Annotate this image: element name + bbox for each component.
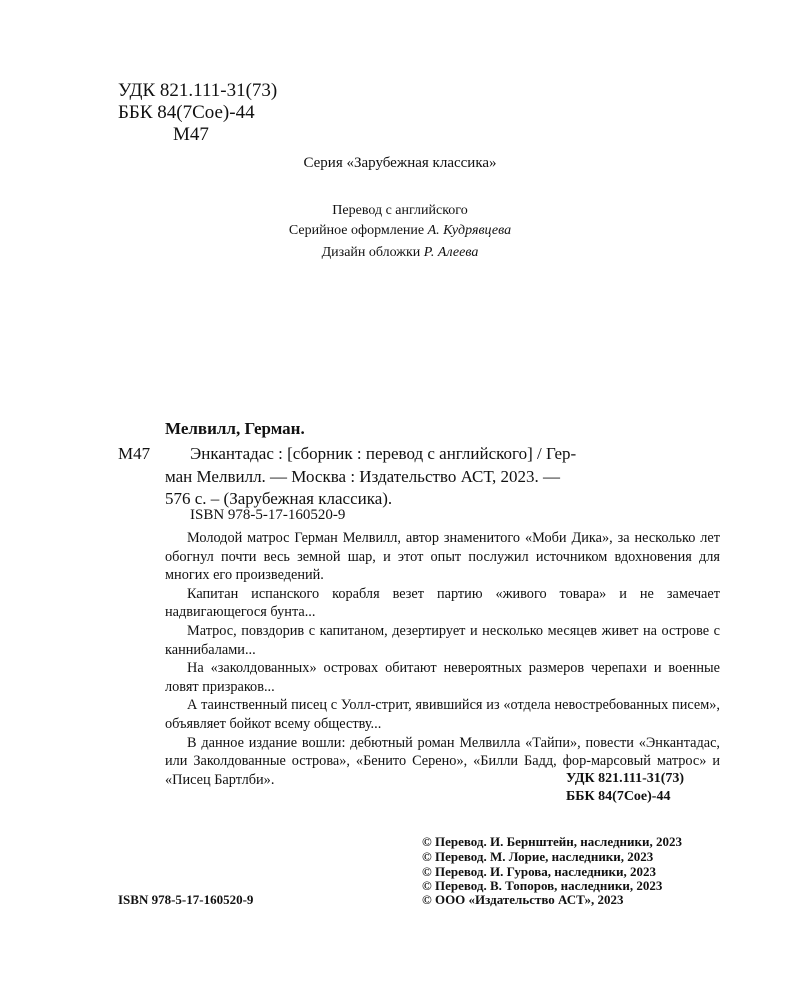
copyright-line: © Перевод. В. Топоров, наследники, 2023: [422, 878, 663, 893]
copyright-line: © Перевод. М. Лорие, наследники, 2023: [422, 849, 654, 864]
udk-code: УДК 821.111-31(73): [118, 80, 278, 101]
annotation-paragraph: А таинственный писец с Уолл-стрит, явившийся из «отдела невостребованных писем», объявляет бойкот всему обществу...: [165, 697, 720, 732]
footer-isbn: ISBN 978-5-17-160520-9: [118, 892, 254, 907]
annotation-paragraph: Капитан испанского корабля везет партию «живого товара» и не замечает надвигающегося бунта...: [165, 585, 720, 621]
series-design-name: А. Кудрявцева: [427, 223, 512, 238]
annotation-paragraph: Матрос, повздорив с капитаном, дезертирует и несколько месяцев живет на острове с каннибалами...: [165, 622, 720, 658]
cover-design-name: Р. Алеева: [423, 245, 479, 260]
cover-design-label: Дизайн обложки: [321, 245, 424, 260]
annotation-paragraph: В данное издание вошли: дебютный роман Мелвилла «Тайпи», повести «Энкантадас, или Заколдованные острова», «Бенито Серено», «Билли Бадд, фор-марсовый матрос» и «Писец Бартлби».: [165, 734, 720, 788]
series-title: Серия «Зарубежная классика»: [303, 155, 497, 171]
annotation-paragraph: На «заколдованных» островах обитают невероятных размеров черепахи и военные ловят призраков...: [165, 660, 720, 695]
bbk-code: ББК 84(7Сое)-44: [118, 102, 255, 123]
cover-design-credit: [0, 242, 800, 264]
copyright-line: © Перевод. И. Бернштейн, наследники, 2023: [422, 834, 682, 849]
annotation-udk: УДК 821.111-31(73): [566, 771, 685, 786]
copyright-line: © Перевод. И. Гурова, наследники, 2023: [422, 864, 656, 879]
record-mark: М47: [118, 444, 151, 463]
record-isbn: ISBN 978-5-17-160520-9: [190, 507, 346, 523]
record-line-1: Энкантадас : [сборник : перевод с английского] / Гер-: [190, 444, 577, 463]
series-design-credit: [0, 220, 800, 242]
annotation-bbk: ББК 84(7Сое)-44: [566, 789, 671, 804]
annotation-paragraph: Молодой матрос Герман Мелвилл, автор знаменитого «Моби Дика», за несколько лет обогнул почти весь земной шар, и этот опыт послужил источником вдохновения для многих его произведений.: [165, 530, 720, 584]
record-line-2: ман Мелвилл. — Москва : Издательство АСТ, 2023. —: [165, 467, 561, 486]
record-line-3: 576 с. – (Зарубежная классика).: [165, 489, 393, 508]
translation-credit: Перевод с английского: [332, 203, 468, 218]
series-design-label: Серийное оформление: [288, 223, 428, 238]
author-mark: М47: [173, 124, 209, 145]
annotation: [165, 529, 720, 789]
record-author: Мелвилл, Герман.: [165, 419, 305, 438]
copyright-line: © ООО «Издательство АСТ», 2023: [422, 892, 624, 907]
